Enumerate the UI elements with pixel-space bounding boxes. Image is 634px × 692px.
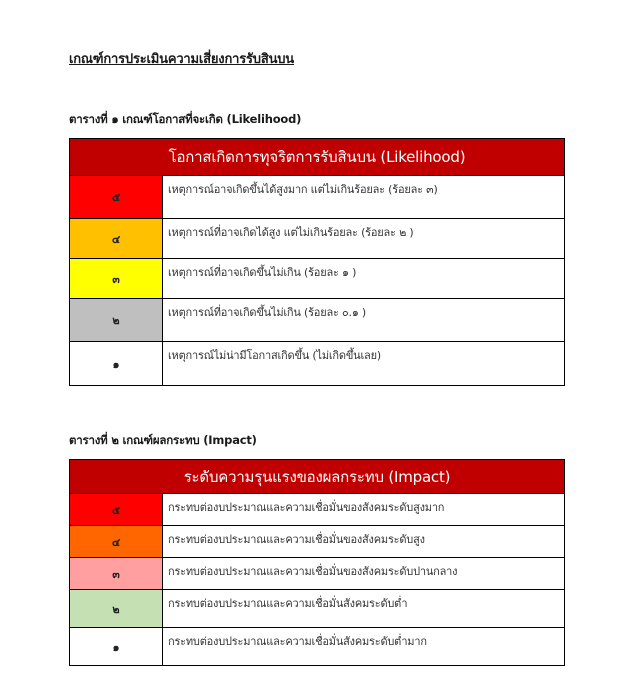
description-cell: กระทบต่องบประมาณและความเชื่อมั่นของสังคมระดับสูง (163, 526, 565, 558)
description-cell: เหตุการณ์ที่อาจเกิดได้สูง แต่ไม่เกินร้อยละ (ร้อยละ ๒ ) (163, 219, 565, 259)
level-cell: ๑ (70, 628, 163, 666)
table-row (70, 176, 565, 219)
likelihood-table (69, 138, 565, 386)
table-row (70, 590, 565, 628)
likelihood-table-caption: ตารางที่ ๑ เกณฑ์โอกาสที่จะเกิด (Likelihood) (69, 112, 302, 126)
level-cell: ๒ (70, 299, 163, 342)
table-row (70, 628, 565, 666)
level-cell: ๕ (70, 176, 163, 219)
impact-table (69, 459, 565, 666)
description-cell: เหตุการณ์ที่อาจเกิดขึ้นไม่เกิน (ร้อยละ ๑ ) (163, 259, 565, 299)
document-title: เกณฑ์การประเมินความเสี่ยงการรับสินบน (69, 52, 294, 67)
level-cell: ๒ (70, 590, 163, 628)
description-cell: เหตุการณ์ไม่น่ามีโอกาสเกิดขึ้น (ไม่เกิดขึ้นเลย) (163, 342, 565, 386)
level-cell: ๔ (70, 219, 163, 259)
table-row (70, 219, 565, 259)
level-cell: ๓ (70, 558, 163, 590)
table-row (70, 342, 565, 386)
table-row (70, 494, 565, 526)
table-row (70, 558, 565, 590)
description-cell: กระทบต่องบประมาณและความเชื่อมั่นสังคมระดับต่ำมาก (163, 628, 565, 666)
table-row (70, 259, 565, 299)
level-cell: ๕ (70, 494, 163, 526)
level-cell: ๓ (70, 259, 163, 299)
description-cell: เหตุการณ์อาจเกิดขึ้นได้สูงมาก แต่ไม่เกินร้อยละ (ร้อยละ ๓) (163, 176, 565, 219)
description-cell: กระทบต่องบประมาณและความเชื่อมั่นสังคมระดับต่ำ (163, 590, 565, 628)
likelihood-table-header: โอกาสเกิดการทุจริตการรับสินบน (Likelihood) (70, 139, 565, 176)
impact-table-caption: ตารางที่ ๒ เกณฑ์ผลกระทบ (Impact) (69, 433, 257, 447)
table-row (70, 526, 565, 558)
level-cell: ๔ (70, 526, 163, 558)
impact-table-header: ระดับความรุนแรงของผลกระทบ (Impact) (70, 460, 565, 494)
description-cell: เหตุการณ์ที่อาจเกิดขึ้นไม่เกิน (ร้อยละ ๐.๑ ) (163, 299, 565, 342)
description-cell: กระทบต่องบประมาณและความเชื่อมั่นของสังคมระดับสูงมาก (163, 494, 565, 526)
description-cell: กระทบต่องบประมาณและความเชื่อมั่นของสังคมระดับปานกลาง (163, 558, 565, 590)
table-row (70, 299, 565, 342)
level-cell: ๑ (70, 342, 163, 386)
